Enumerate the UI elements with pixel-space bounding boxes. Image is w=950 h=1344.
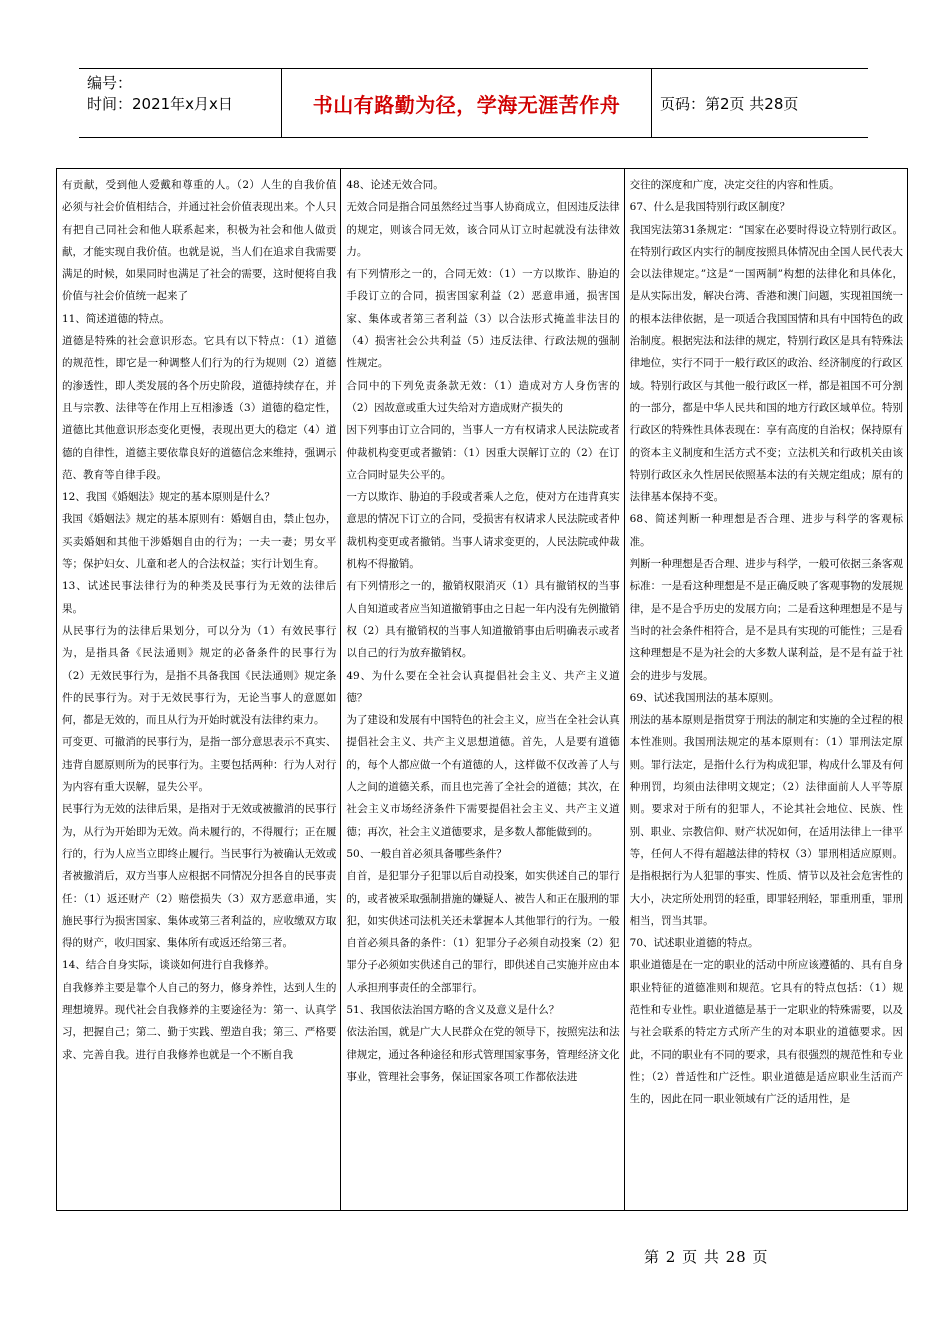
paragraph: 有下列情形之一的，合同无效：（1）一方以欺诈、胁迫的手段订立的合同，损害国家利益（2）恶意串通，损害国家、集体或者第三者利益（3）以合法形式掩盖非法目的（4）损害社会公共利益（5）违反法律、行政法规的强制性规定。 <box>346 268 620 370</box>
paragraph: 依法治国，就是广大人民群众在党的领导下，按照宪法和法律规定，通过各种途径和形式管理国家事务，管理经济文化事业，管理社会事务，保证国家各项工作都依法进 <box>346 1026 620 1083</box>
paragraph: 自首，是犯罪分子犯罪以后自动投案，如实供述自己的罪行的，或者被采取强制措施的嫌疑人、被告人和正在服刑的罪犯，如实供述司法机关还未掌握本人其他罪行的行为。一般自首必须具备的条件：（1）犯罪分子必须自动投案（2）犯罪分子必须如实供述自己的罪行，即供述自己实施并应由本人承担刑事责任的全部罪行。 <box>346 870 620 994</box>
paragraph: 51、我国依法治国方略的含义及意义是什么？ <box>346 1003 560 1016</box>
paragraph: 我国《婚姻法》规定的基本原则有：婚姻自由，禁止包办，买卖婚姻和其他干涉婚姻自由的行为；一夫一妻；男女平等；保护妇女、儿童和老人的合法权益；实行计划生育。 <box>62 513 337 571</box>
paragraph: 判断一种理想是否合理、进步与科学，一般可依据三条客观标准：一是看这种理想是不是正确反映了客观事物的发展规律，是不是合乎历史的发展方向；二是看这种理想是不是与当时的社会条件相符合，是不是具有实现的可能性；三是看这种理想是不是为社会的大多数人谋利益，是不是有益于社会的进步与发展。 <box>629 558 903 682</box>
paragraph: 道德是特殊的社会意识形态。它具有以下特点：（1）道德的规范性，即它是一种调整人们行为的行为规则（2）道德的渗透性，即人类发展的各个历史阶段，道德持续存在，并且与宗教、法律等在作用上互相渗透（3）道德的稳定性，道德比其他意识形态变化更慢，表现出更大的稳定（4）道德的自律性，道德主要依靠良好的道德信念来维持，强调示范、教育等自律手段。 <box>62 335 337 481</box>
paragraph: 从民事行为的法律后果划分，可以分为（1）有效民事行为，是指具备《民法通则》规定的必备条件的民事行为（2）无效民事行为，是指不具备我国《民法通则》规定条件的民事行为。对于无效民事行为，无论当事人的意愿如何，都是无效的，而且从行为开始时就没有法律约束力。 <box>62 624 337 727</box>
paragraph: 有贡献，受到他人爱戴和尊重的人。（2）人生的自我价值必须与社会价值相结合，并通过社会价值表现出来。个人只有把自己同社会和他人联系起来，积极为社会和他人做贡献，才能实现自我价值。也就是说，当人们在追求自我需要满足的时候，如果同时也满足了社会的需要，这时便将自我价值与社会价值统一起来了 <box>62 179 337 303</box>
paragraph: 68、简述判断一种理想是否合理、进步与科学的客观标准。 <box>629 513 903 548</box>
paragraph: 69、试述我国刑法的基本原则。 <box>629 691 780 704</box>
paragraph: 职业道德是在一定的职业的活动中所应该遵循的、具有自身职业特征的道德准则和规范。它具有的特点包括：（1）规范性和专业性。职业道德是基于一定职业的特殊需要，以及与社会联系的特定方式所产生的对本职业的道德要求。因此，不同的职业有不同的要求，具有很强烈的规范性和专业性；（2）普适性和广泛性。职业道德是适应职业生活而产生的，因此在同一职业领域有广泛的适用性，是 <box>629 959 903 1106</box>
header-meta <box>79 69 282 137</box>
content-column-1 <box>57 169 340 1210</box>
paragraph: 民事行为无效的法律后果，是指对于无效或被撤消的民事行为，从行为开始即为无效。尚未履行的，不得履行；正在履行的，行为人应当立即终止履行。当民事行为被确认无效或者被撤消后，双方当事人应根据不同情况分担各自的民事责任：（1）返还财产（2）赔偿损失（3）双方恶意串通，实施民事行为损害国家、集体或第三者利益的，应收缴双方取得的财产，收归国家、集体所有或返还给第三者。 <box>62 803 337 950</box>
header-page-label: 页码：第2页 共28页 <box>660 94 799 113</box>
paragraph: 为了建设和发展有中国特色的社会主义，应当在全社会认真提倡社会主义、共产主义思想道德。首先，人是要有道德的，每个人都应做一个有道德的人，这样做不仅改善了人与人之间的道德关系，而且也完善了全社会的道德；其次，在社会主义市场经济条件下需要提倡社会主义、共产主义道德；再次，社会主义道德要求，是多数人都能做到的。 <box>346 714 620 838</box>
paragraph: 我国宪法第31条规定：“国家在必要时得设立特别行政区。在特别行政区内实行的制度按照具体情况由全国人民代表大会以法律规定。”这是“一国两制”构想的法律化和具体化，是从实际出发，解决台湾、香港和澳门问题，实现祖国统一的根本法律依据，是一项适合我国国情和具有中国特色的政治制度。根据宪法和法律的规定，特别行政区是具有特殊法律地位，实行不同于一般行政区的政治、经济制度的行政区域。特别行政区与其他一般行政区一样，都是祖国不可分割的一部分，都是中华人民共和国的地方行政区域单位。特别行政区的特殊性具体表现在：享有高度的自治权；保持原有的资本主义制度和生活方式不变；立法机关和行政机关由该特别行政区永久性居民依照基本法的有关规定组成；原有的法律基本保持不变。 <box>629 223 903 504</box>
header-motto: 书山有路勤为径，学海无涯苦作舟 <box>282 69 652 137</box>
document-date-label: 时间：2021年x月x日 <box>87 95 233 113</box>
paragraph: 有下列情形之一的，撤销权限消灭（1）具有撤销权的当事人自知道或者应当知道撤销事由之日起一年内没有先例撤销权（2）具有撤销权的当事人知道撤销事由后明确表示或者以自己的行为放弃撤销权。 <box>346 580 620 660</box>
page-footer: 第 2 页 共 28 页 <box>644 1248 769 1266</box>
paragraph: 11、简述道德的特点。 <box>62 312 170 325</box>
paragraph: 可变更、可撤消的民事行为，是指一部分意思表示不真实、违背自愿原则所为的民事行为。主要包括两种：行为人对行为内容有重大误解，显失公平。 <box>62 736 337 794</box>
paragraph: 13、试述民事法律行为的种类及民事行为无效的法律后果。 <box>62 580 337 615</box>
paragraph: 49、为什么要在全社会认真提倡社会主义、共产主义道德？ <box>346 669 620 704</box>
paragraph: 70、试述职业道德的特点。 <box>629 937 759 950</box>
content-column-3 <box>624 169 907 1210</box>
paragraph: 刑法的基本原则是指贯穿于刑法的制定和实施的全过程的根本性准则。我国刑法规定的基本原则有：（1）罪刑法定原则。罪行法定，是指什么行为构成犯罪，构成什么罪及有何种刑罚，均须由法律明文规定；（2）法律面前人人平等原则。要求对于所有的犯罪人，不论其社会地位、民族、性别、职业、宗教信仰、财产状况如何，在适用法律上一律平等，任何人不得有超越法律的特权（3）罪刑相适应原则。是指根据行为人犯罪的事实、性质、情节以及社会危害性的大小，决定所处刑罚的轻重，即罪轻刑轻，罪重刑重，罪刑相当，罚当其罪。 <box>629 714 903 927</box>
content-table <box>56 168 908 1211</box>
content-column-2 <box>340 169 623 1210</box>
paragraph: 因下列事由订立合同的，当事人一方有权请求人民法院或者仲裁机构变更或者撤销：（1）因重大误解订立的（2）在订立合同时显失公平的。 <box>346 424 620 481</box>
paragraph: 48、论述无效合同。 <box>346 179 444 191</box>
paragraph: 50、一般自首必须具备哪些条件？ <box>346 847 507 860</box>
paragraph: 一方以欺诈、胁迫的手段或者乘人之危，使对方在违背真实意思的情况下订立的合同，受损害有权请求人民法院或者仲裁机构变更或者撤销。当事人请求变更的，人民法院或仲裁机构不得撤销。 <box>346 491 620 571</box>
paragraph: 自我修养主要是靠个人自己的努力，修身养性，达到人生的理想境界。现代社会自我修养的主要途径为：第一、认真学习，把握自己；第二、勤于实践、塑造自我；第三、严格要求、完善自我。进行自我修养也就是一个不断自我 <box>62 981 337 1061</box>
document-number-label: 编号： <box>87 74 133 92</box>
paragraph: 合同中的下列免责条款无效：（1）造成对方人身伤害的（2）因故意或重大过失给对方造成财产损失的 <box>346 379 620 414</box>
page-header <box>79 68 868 138</box>
paragraph: 无效合同是指合同虽然经过当事人协商成立，但因违反法律的规定，则该合同无效，该合同从订立时起就没有法律效力。 <box>346 201 620 258</box>
paragraph: 14、结合自身实际，谈谈如何进行自我修养。 <box>62 959 275 972</box>
paragraph: 67、什么是我国特别行政区制度？ <box>629 201 791 214</box>
paragraph: 12、我国《婚姻法》规定的基本原则是什么？ <box>62 491 275 504</box>
paragraph: 交往的深度和广度，决定交往的内容和性质。 <box>629 179 840 191</box>
